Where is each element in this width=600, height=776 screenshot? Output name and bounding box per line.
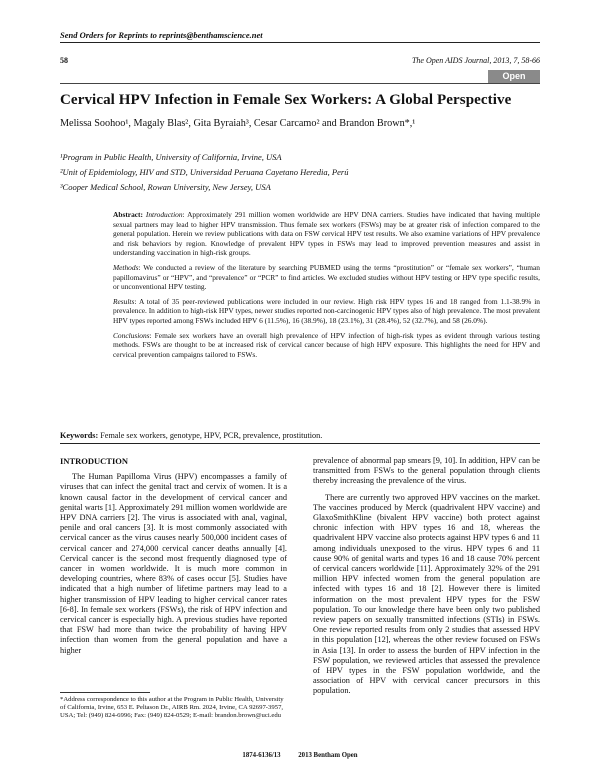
methods-text: : We conducted a review of the literature by searching PUBMED using the terms “prostitution” or “female sex workers”, “human papillomavirus” or “HPV”, and “prevalence” or “PCR” to find articles. We excluded studies without HPV testing or HPV type specific results, or unconventional HPV testing. bbox=[113, 262, 540, 292]
introduction-text: : Approximately 291 million women worldwide are HPV DNA carriers. Studies have indicated that having multiple sexual partners may lead to higher HPV transmission. Thus female sex workers (FSWs) may be at greater risk of infection compared to the general population. Herein we review publications with data on FSW cervical HPV test results. We also examine variations of HPV prevalence and risk behaviors by region. Knowledge of prevalent HPV types in FSWs may lead to improved prevention measures and assist in understanding vaccination in high-risk groups. bbox=[113, 210, 540, 258]
body-paragraph: The Human Papilloma Virus (HPV) encompasses a family of viruses that can infect the genital tract and cervix of women. It is a known causal factor in the development of cervical cancer and genital warts [1]. Approximately 291 million women worldwide are HPV DNA carriers [2]. The virus is associated with anal, vaginal, penile and oral cancers [3]. It is most commonly associated with cervical cancer as the virus causes nearly 500,000 incident cases of cervical cancer and 274,000 cervical cancer deaths annually [4]. Cervical cancer is the second most frequently diagnosed type of cancer in women worldwide. It is much more common in developing countries, where 83% of cases occur [5]. Studies have indicated that a high number of lifetime partners may lead to a higher transmission of HPV leading to higher cervical cancer rates [6-8]. In female sex workers (FSWs), the risk of HPV infection and cervical cancer is especially high. A previous studies have reported that FSW had more than twice the probability of having HPV infection than women from the general population and have a higher bbox=[60, 472, 287, 655]
open-access-badge: Open Access bbox=[488, 70, 540, 83]
keywords bbox=[60, 431, 540, 440]
abstract-introduction bbox=[113, 210, 540, 258]
body-paragraph: prevalence of abnormal pap smears [9, 10]. In addition, HPV can be transmitted from FSWs to the general population through clients thereby increasing the prevalence of the virus. bbox=[313, 456, 540, 486]
abstract-results bbox=[113, 297, 540, 326]
methods-label: Methods bbox=[113, 262, 139, 272]
author-list: Melissa Soohoo¹, Magaly Blas², Gita Byraiah³, Cesar Carcamo² and Brandon Brown*,¹ bbox=[60, 118, 416, 129]
body-right-column bbox=[313, 456, 540, 703]
publisher: 2013 Bentham Open bbox=[298, 752, 358, 759]
body-paragraph: There are currently two approved HPV vaccines on the market. The vaccines produced by Merck (quadrivalent HPV vaccine) and GlaxoSmithKline (bivalent HPV vaccine) both protect against chronic infection with HPV types 16 and 18, whereas the quadrivalent HPV vaccine also protects against HPV types 6 and 11 among individuals unexposed to the virus. HPV types 6 and 11 cause 90% of genital warts and types 16 and 18 cause 70% percent of cervical cancers worldwide [11]. Approximately 32% of the 291 million HPV infected women from the general population are infected with types 16 and 18 [2]. However there is limited information on the most prevalent HPV types for the FSW population. To our knowledge there have been only two published review papers on sexually transmitted infections (STIs) in FSWs. One review reported results from only 2 studies that assessed HPV in this population [12], whereas the other review focused on FSWs in Asia [13]. In order to assess the burden of HPV infection in the FSW population, we reviewed articles that assessed the prevalence of HPV types in the FSW population worldwide, and the association of HPV with cervical cancer precursors in this population. bbox=[313, 492, 540, 696]
results-text: : A total of 35 peer-reviewed publications were included in our review. High risk HPV types 16 and 18 ranged from 1.1-38.9% in prevalence. In addition to high-risk HPV types, newer studies reported non-carcinogenic HPV types also of high prevalence. The most prevalent HPV types reported among FSWs included HPV 6 (11.5%), 16 (38.9%), 18 (23.1%), 31 (28.4%), 52 (32.7%), and 58 (26.0%). bbox=[113, 296, 540, 325]
results-label: Results bbox=[113, 296, 135, 306]
conclusions-text: : Female sex workers have an overall high prevalence of HPV infection of high-risk types as evident through various testing methods. FSWs are thought to be at increased risk of cervical cancer because of high HPV exposure. This highlights the need for HPV and cervical prevention campaigns tailored to FSWs. bbox=[113, 330, 540, 359]
conclusions-label: Conclusions bbox=[113, 330, 150, 340]
body-left-column bbox=[60, 456, 287, 662]
abstract-conclusions bbox=[113, 331, 540, 360]
abstract-methods bbox=[113, 263, 540, 292]
affiliation-3: ³Cooper Medical School, Rowan University, New Jersey, USA bbox=[60, 182, 271, 192]
keywords-label: Keywords: bbox=[60, 431, 99, 440]
journal-citation: The Open AIDS Journal, 2013, 7, 58-66 bbox=[411, 56, 540, 65]
introduction-label: Introduction bbox=[145, 210, 183, 219]
keywords-text: Female sex workers, genotype, HPV, PCR, prevalence, prostitution. bbox=[98, 431, 323, 440]
abstract-label: Abstract: bbox=[113, 210, 143, 219]
correspondence-footnote: *Address correspondence to this author at the Program in Public Health, University of California, Irvine, 653 E. Peltason Dr., AIRB Rm. 2024, Irvine, CA 92697-3957, USA; Tel: (949) 824-6996; Fax: (949) 824-0529; E-mail: brandon.brown@uci.edu bbox=[60, 696, 284, 720]
page-number: 58 bbox=[60, 56, 68, 65]
affiliation-2: ²Unit of Epidemiology, HIV and STD, Universidad Peruana Cayetano Heredia, Perú bbox=[60, 167, 349, 177]
affiliations bbox=[60, 150, 540, 195]
issn: 1874-6136/13 bbox=[242, 752, 281, 759]
paper-title: Cervical HPV Infection in Female Sex Workers: A Global Perspective bbox=[60, 92, 512, 108]
section-heading: INTRODUCTION bbox=[60, 456, 129, 466]
abstract bbox=[113, 210, 540, 364]
affiliation-1: ¹Program in Public Health, University of California, Irvine, USA bbox=[60, 152, 282, 162]
footnote-rule bbox=[60, 692, 150, 693]
page-footer bbox=[60, 752, 540, 759]
keywords-rule bbox=[60, 443, 540, 444]
header-rule bbox=[60, 83, 540, 84]
reprint-notice: Send Orders for Reprints to reprints@benthamscience.net bbox=[60, 30, 540, 43]
